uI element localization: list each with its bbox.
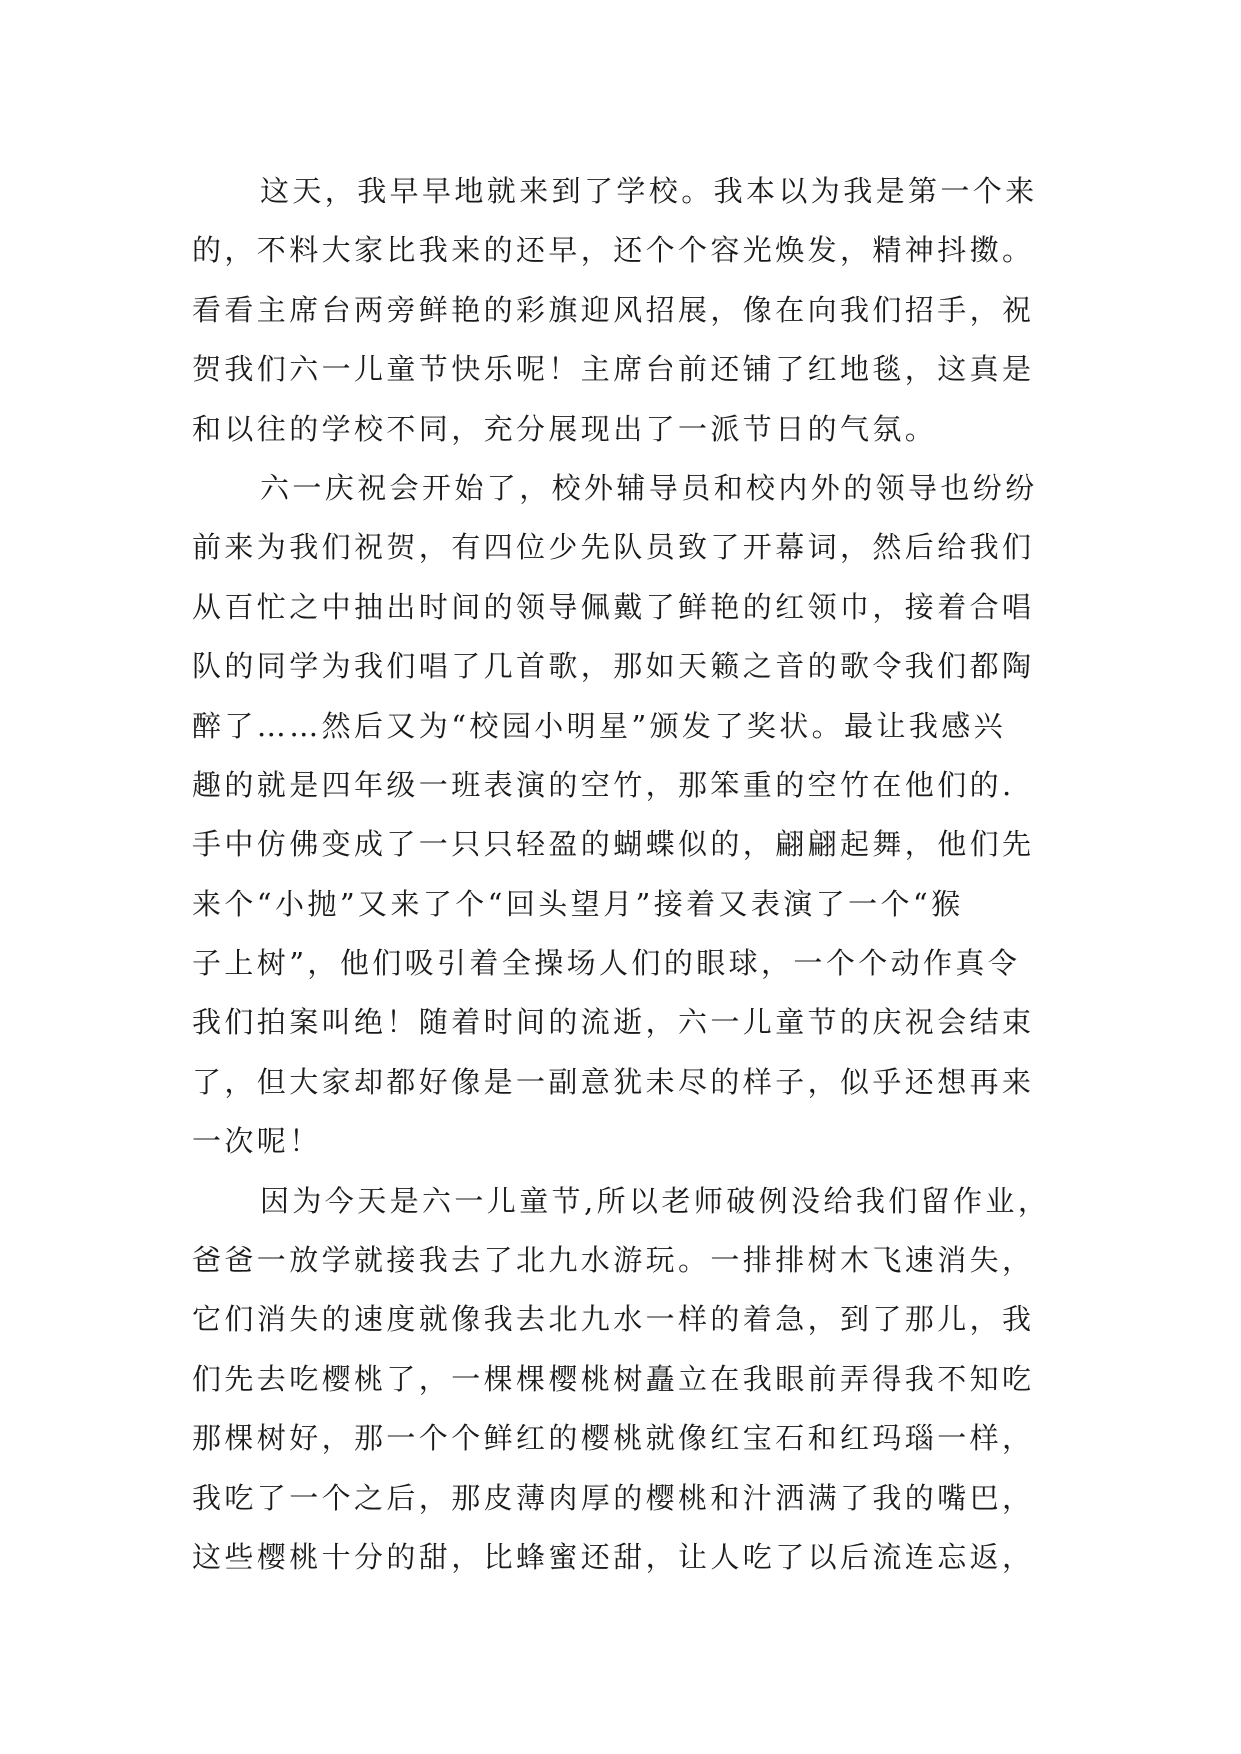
paragraph-line: 爸爸一放学就接我去了北九水游玩。一排排树木飞速消失， [192,1243,1035,1278]
paragraph-line: 来个“小抛”又来了个“回头望月”接着又表演了一个“猴 [192,886,964,921]
paragraph-line: 趣的就是四年级一班表演的空竹，那笨重的空竹在他们的. [192,767,1015,802]
paragraph-line: 们先去吃樱桃了，一棵棵樱桃树矗立在我眼前弄得我不知吃 [192,1361,1035,1396]
paragraph-line: 这天，我早早地就来到了学校。我本以为我是第一个来 [260,174,1038,208]
essay-body [192,162,1052,1587]
paragraph-line: 贺我们六一儿童节快乐呢！主席台前还铺了红地毯，这真是 [192,352,1035,387]
paragraph-line: 那棵树好，那一个个鲜红的樱桃就像红宝石和红玛瑙一样， [192,1421,1035,1456]
paragraph-line: 我们拍案叫绝！随着时间的流逝，六一儿童节的庆祝会结束 [192,1005,1035,1040]
paragraph-line: 因为今天是六一儿童节,所以老师破例没给我们留作业， [260,1183,1051,1218]
paragraph-line: 了，但大家却都好像是一副意犹未尽的样子，似乎还想再来 [192,1064,1035,1099]
paragraph-line: 这些樱桃十分的甜，比蜂蜜还甜，让人吃了以后流连忘返， [192,1539,1035,1574]
paragraph-line: 手中仿佛变成了一只只轻盈的蝴蝶似的，翩翩起舞，他们先 [192,827,1035,862]
paragraph-line: 从百忙之中抽出时间的领导佩戴了鲜艳的红领巾，接着合唱 [192,589,1035,624]
paragraph-line: 看看主席台两旁鲜艳的彩旗迎风招展，像在向我们招手，祝 [192,292,1035,327]
paragraph-1 [192,162,1052,459]
paragraph-line: 醉了……然后又为“校园小明星”颁发了奖状。最让我感兴 [192,708,1007,743]
paragraph-2 [192,459,1052,1172]
paragraph-line: 子上树”，他们吸引着全操场人们的眼球，一个个动作真令 [192,946,1021,981]
paragraph-line: 它们消失的速度就像我去北九水一样的着急，到了那儿，我 [192,1302,1035,1337]
paragraph-line: 一次呢！ [192,1124,322,1159]
paragraph-3 [192,1172,1052,1588]
paragraph-line: 队的同学为我们唱了几首歌，那如天籁之音的歌令我们都陶 [192,649,1035,684]
paragraph-line: 我吃了一个之后，那皮薄肉厚的樱桃和汁洒满了我的嘴巴， [192,1480,1035,1515]
paragraph-line: 六一庆祝会开始了，校外辅导员和校内外的领导也纷纷 [260,470,1038,505]
paragraph-line: 的，不料大家比我来的还早，还个个容光焕发，精神抖擞。 [192,233,1035,268]
paragraph-line: 和以往的学校不同，充分展现出了一派节日的气氛。 [192,411,938,446]
paragraph-line: 前来为我们祝贺，有四位少先队员致了开幕词，然后给我们 [192,530,1035,565]
